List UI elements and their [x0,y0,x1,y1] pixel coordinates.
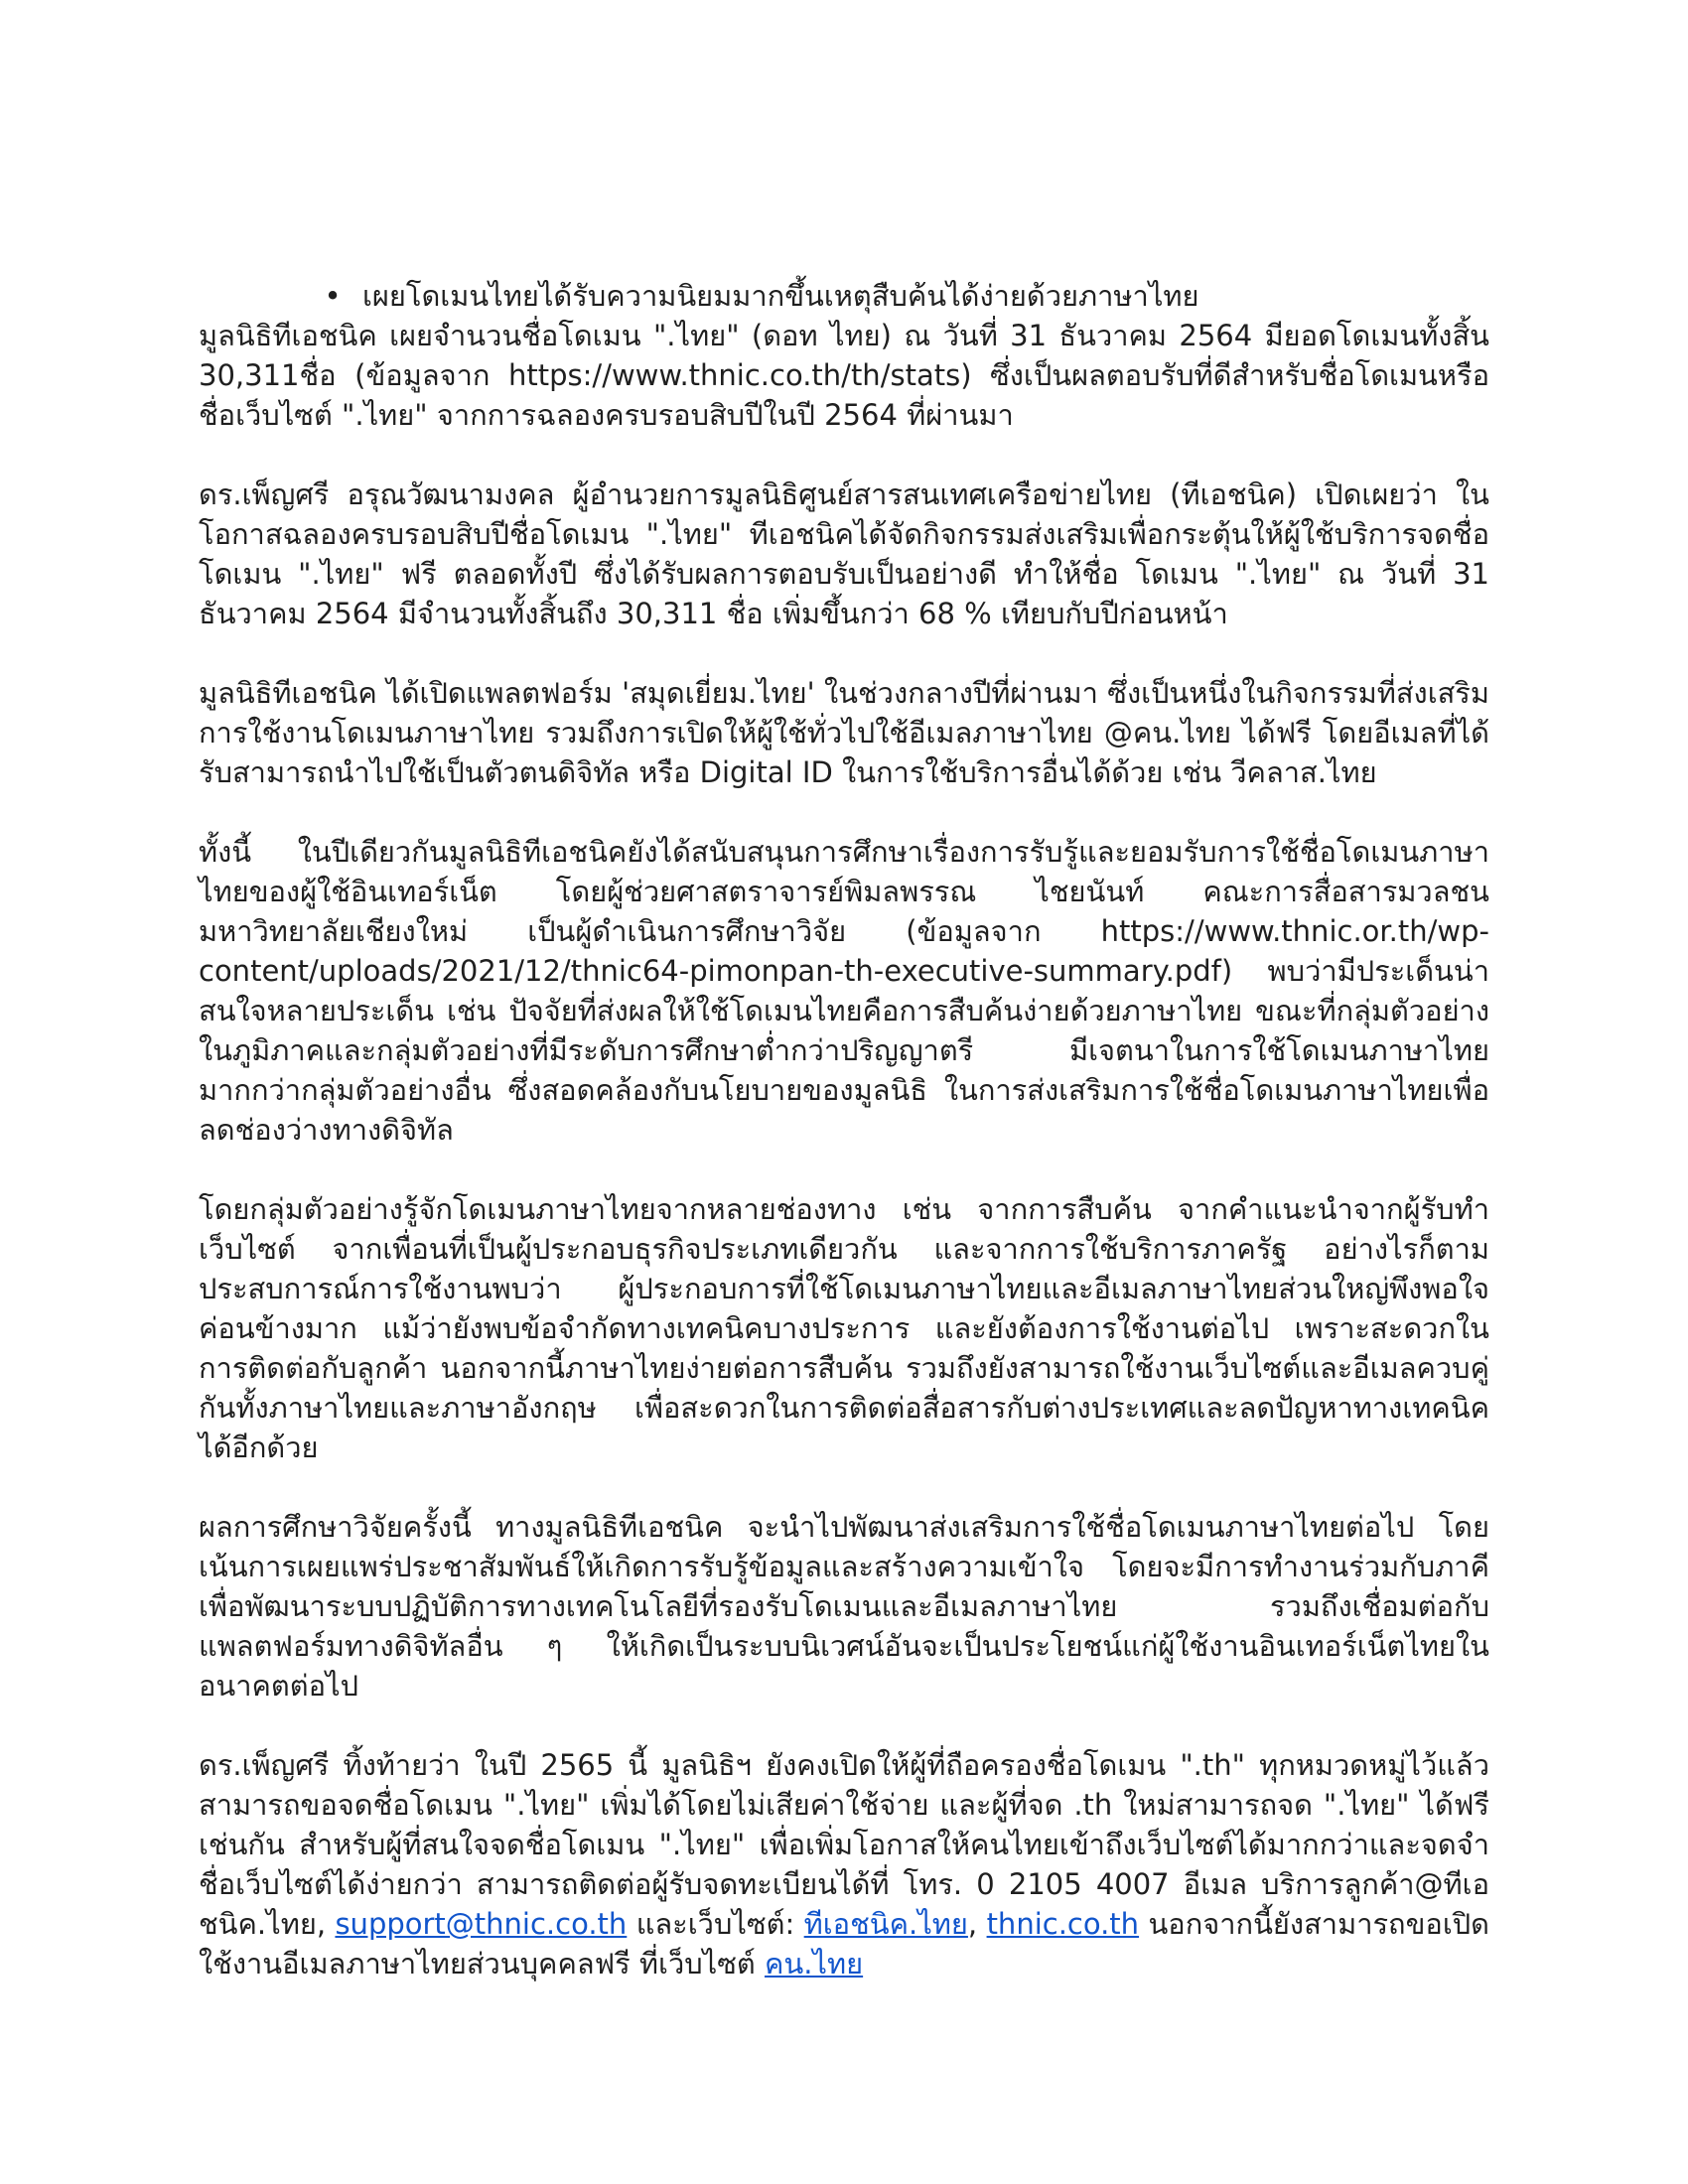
headline-text: เผยโดเมนไทยได้รับความนิยมมากขึ้นเหตุสืบค้นได้ง่ายด้วยภาษาไทย [362,279,1199,313]
paragraph-study: ทั้งนี้ ในปีเดียวกันมูลนิธิทีเอชนิคยังได้สนับสนุนการศึกษาเรื่องการรับรู้และยอมรับการใช้ชื่อโดเมนภาษาไทยของผู้ใช้อินเทอร์เน็ต โดยผู้ช่วยศาสตราจารย์พิมลพรรณ ไชยนันท์ คณะการสื่อสารมวลชน มหาวิทยาลัยเชียงใหม่ เป็นผู้ดำเนินการศึกษาวิจัย (ข้อมูลจาก https://www.thnic.or.th/wp-content/uploads/2021/12/thnic64-pimonpan-th-executive-summary.pdf) พบว่ามีประเด็นน่าสนใจหลายประเด็น เช่น ปัจจัยที่ส่งผลให้ใช้โดเมนไทยคือการสืบค้นง่ายด้วยภาษาไทย ขณะที่กลุ่มตัวอย่างในภูมิภาคและกลุ่มตัวอย่างที่มีระดับการศึกษาต่ำกว่าปริญญาตรี มีเจตนาในการใช้โดเมนภาษาไทยมากกว่ากลุ่มตัวอย่างอื่น ซึ่งสอดคล้องกับนโยบายของมูลนิธิ ในการส่งเสริมการใช้ชื่อโดเมนภาษาไทยเพื่อลดช่องว่างทางดิจิทัล [199,835,1489,1147]
paragraph-closing [199,1745,1489,1983]
document-body [199,276,1489,2023]
website-link[interactable]: thnic.co.th [986,1907,1140,1941]
closing-text-4: นอกจากนี้ยังสามารถขอเปิดใช้งานอีเมลภาษาไทยส่วนบุคคลฟรี ที่เว็บไซต์ [199,1907,1490,1980]
paragraph-findings: โดยกลุ่มตัวอย่างรู้จักโดเมนภาษาไทยจากหลายช่องทาง เช่น จากการสืบค้น จากคำแนะนำจากผู้รับทำเว็บไซต์ จากเพื่อนที่เป็นผู้ประกอบธุรกิจประเภทเดียวกัน และจากการใช้บริการภาครัฐ อย่างไรก็ตามประสบการณ์การใช้งานพบว่า ผู้ประกอบการที่ใช้โดเมนภาษาไทยและอีเมลภาษาไทยส่วนใหญ่พึงพอใจค่อนข้างมาก แม้ว่ายังพบข้อจำกัดทางเทคนิคบางประการ และยังต้องการใช้งานต่อไป เพราะสะดวกในการติดต่อกับลูกค้า นอกจากนี้ภาษาไทยง่ายต่อการสืบค้น รวมถึงยังสามารถใช้งานเว็บไซต์และอีเมลควบคู่กันทั้งภาษาไทยและภาษาอังกฤษ เพื่อสะดวกในการติดต่อสื่อสารกับต่างประเทศและลดปัญหาทางเทคนิคได้อีกด้วย [199,1192,1489,1464]
closing-text-2: และเว็บไซต์: [627,1907,804,1941]
headline-bullet [199,276,1489,316]
bullet-icon: • [324,279,342,313]
closing-text-1: ดร.เพ็ญศรี ทิ้งท้ายว่า ในปี 2565 นี้ มูลนิธิฯ ยังคงเปิดให้ผู้ที่ถือครองชื่อโดเมน ".th" ทุกหมวดหมู่ไว้แล้ว สามารถขอจดชื่อโดเมน ".ไทย" เพิ่มได้โดยไม่เสียค่าใช้จ่าย และผู้ที่จด .th ใหม่สามารถจด ".ไทย" ได้ฟรีเช่นกัน สำหรับผู้ที่สนใจจดชื่อโดเมน ".ไทย" เพื่อเพิ่มโอกาสให้คนไทยเข้าถึงเว็บไซต์ได้มากกว่าและจดจำชื่อเว็บไซต์ได้ง่ายกว่า สามารถติดต่อผู้รับจดทะเบียนได้ที่ โทร. 0 2105 4007 อีเมล บริการลูกค้า@ทีเอชนิค.ไทย, [199,1748,1489,1941]
paragraph-director: ดร.เพ็ญศรี อรุณวัฒนามงคล ผู้อำนวยการมูลนิธิศูนย์สารสนเทศเครือข่ายไทย (ทีเอชนิค) เปิดเผยว่า ในโอกาสฉลองครบรอบสิบปีชื่อโดเมน ".ไทย" ทีเอชนิคได้จัดกิจกรรมส่งเสริมเพื่อกระตุ้นให้ผู้ใช้บริการจดชื่อโดเมน ".ไทย" ฟรี ตลอดทั้งปี ซึ่งได้รับผลการตอบรับเป็นอย่างดี ทำให้ชื่อ โดเมน ".ไทย" ณ วันที่ 31 ธันวาคม 2564 มีจำนวนทั้งสิ้นถึง 30,311 ชื่อ เพิ่มขึ้นกว่า 68 % เทียบกับปีก่อนหน้า [199,478,1489,630]
support-email-link[interactable]: support@thnic.co.th [335,1907,628,1941]
closing-text-3: , [967,1907,987,1941]
email-service-link[interactable]: คน.ไทย [764,1947,864,1980]
paragraph-stats: มูลนิธิทีเอชนิค เผยจำนวนชื่อโดเมน ".ไทย" (ดอท ไทย) ณ วันที่ 31 ธันวาคม 2564 มียอดโดเมนทั้งสิ้น 30,311ชื่อ (ข้อมูลจาก https://www.thnic.co.th/th/stats) ซึ่งเป็นผลตอบรับที่ดีสำหรับชื่อโดเมนหรือชื่อเว็บไซต์ ".ไทย" จากการฉลองครบรอบสิบปีในปี 2564 ที่ผ่านมา [199,319,1489,432]
paragraph-outcome: ผลการศึกษาวิจัยครั้งนี้ ทางมูลนิธิทีเอชนิค จะนำไปพัฒนาส่งเสริมการใช้ชื่อโดเมนภาษาไทยต่อไป โดยเน้นการเผยแพร่ประชาสัมพันธ์ให้เกิดการรับรู้ข้อมูลและสร้างความเข้าใจ โดยจะมีการทำงานร่วมกับภาคีเพื่อพัฒนาระบบปฏิบัติการทางเทคโนโลยีที่รองรับโดเมนและอีเมลภาษาไทย รวมถึงเชื่อมต่อกับแพลตฟอร์มทางดิจิทัลอื่น ๆ ให้เกิดเป็นระบบนิเวศน์อันจะเป็นประโยชน์แก่ผู้ใช้งานอินเทอร์เน็ตไทยในอนาคตต่อไป [199,1510,1489,1703]
paragraph-platform: มูลนิธิทีเอชนิค ได้เปิดแพลตฟอร์ม 'สมุดเยี่ยม.ไทย' ในช่วงกลางปีที่ผ่านมา ซึ่งเป็นหนึ่งในกิจกรรมที่ส่งเสริมการใช้งานโดเมนภาษาไทย รวมถึงการเปิดให้ผู้ใช้ทั่วไปใช้อีเมลภาษาไทย @คน.ไทย ได้ฟรี โดยอีเมลที่ได้รับสามารถนำไปใช้เป็นตัวตนดิจิทัล หรือ Digital ID ในการใช้บริการอื่นได้ด้วย เช่น วีคลาส.ไทย [199,676,1489,789]
thai-website-link[interactable]: ทีเอชนิค.ไทย [803,1907,968,1941]
